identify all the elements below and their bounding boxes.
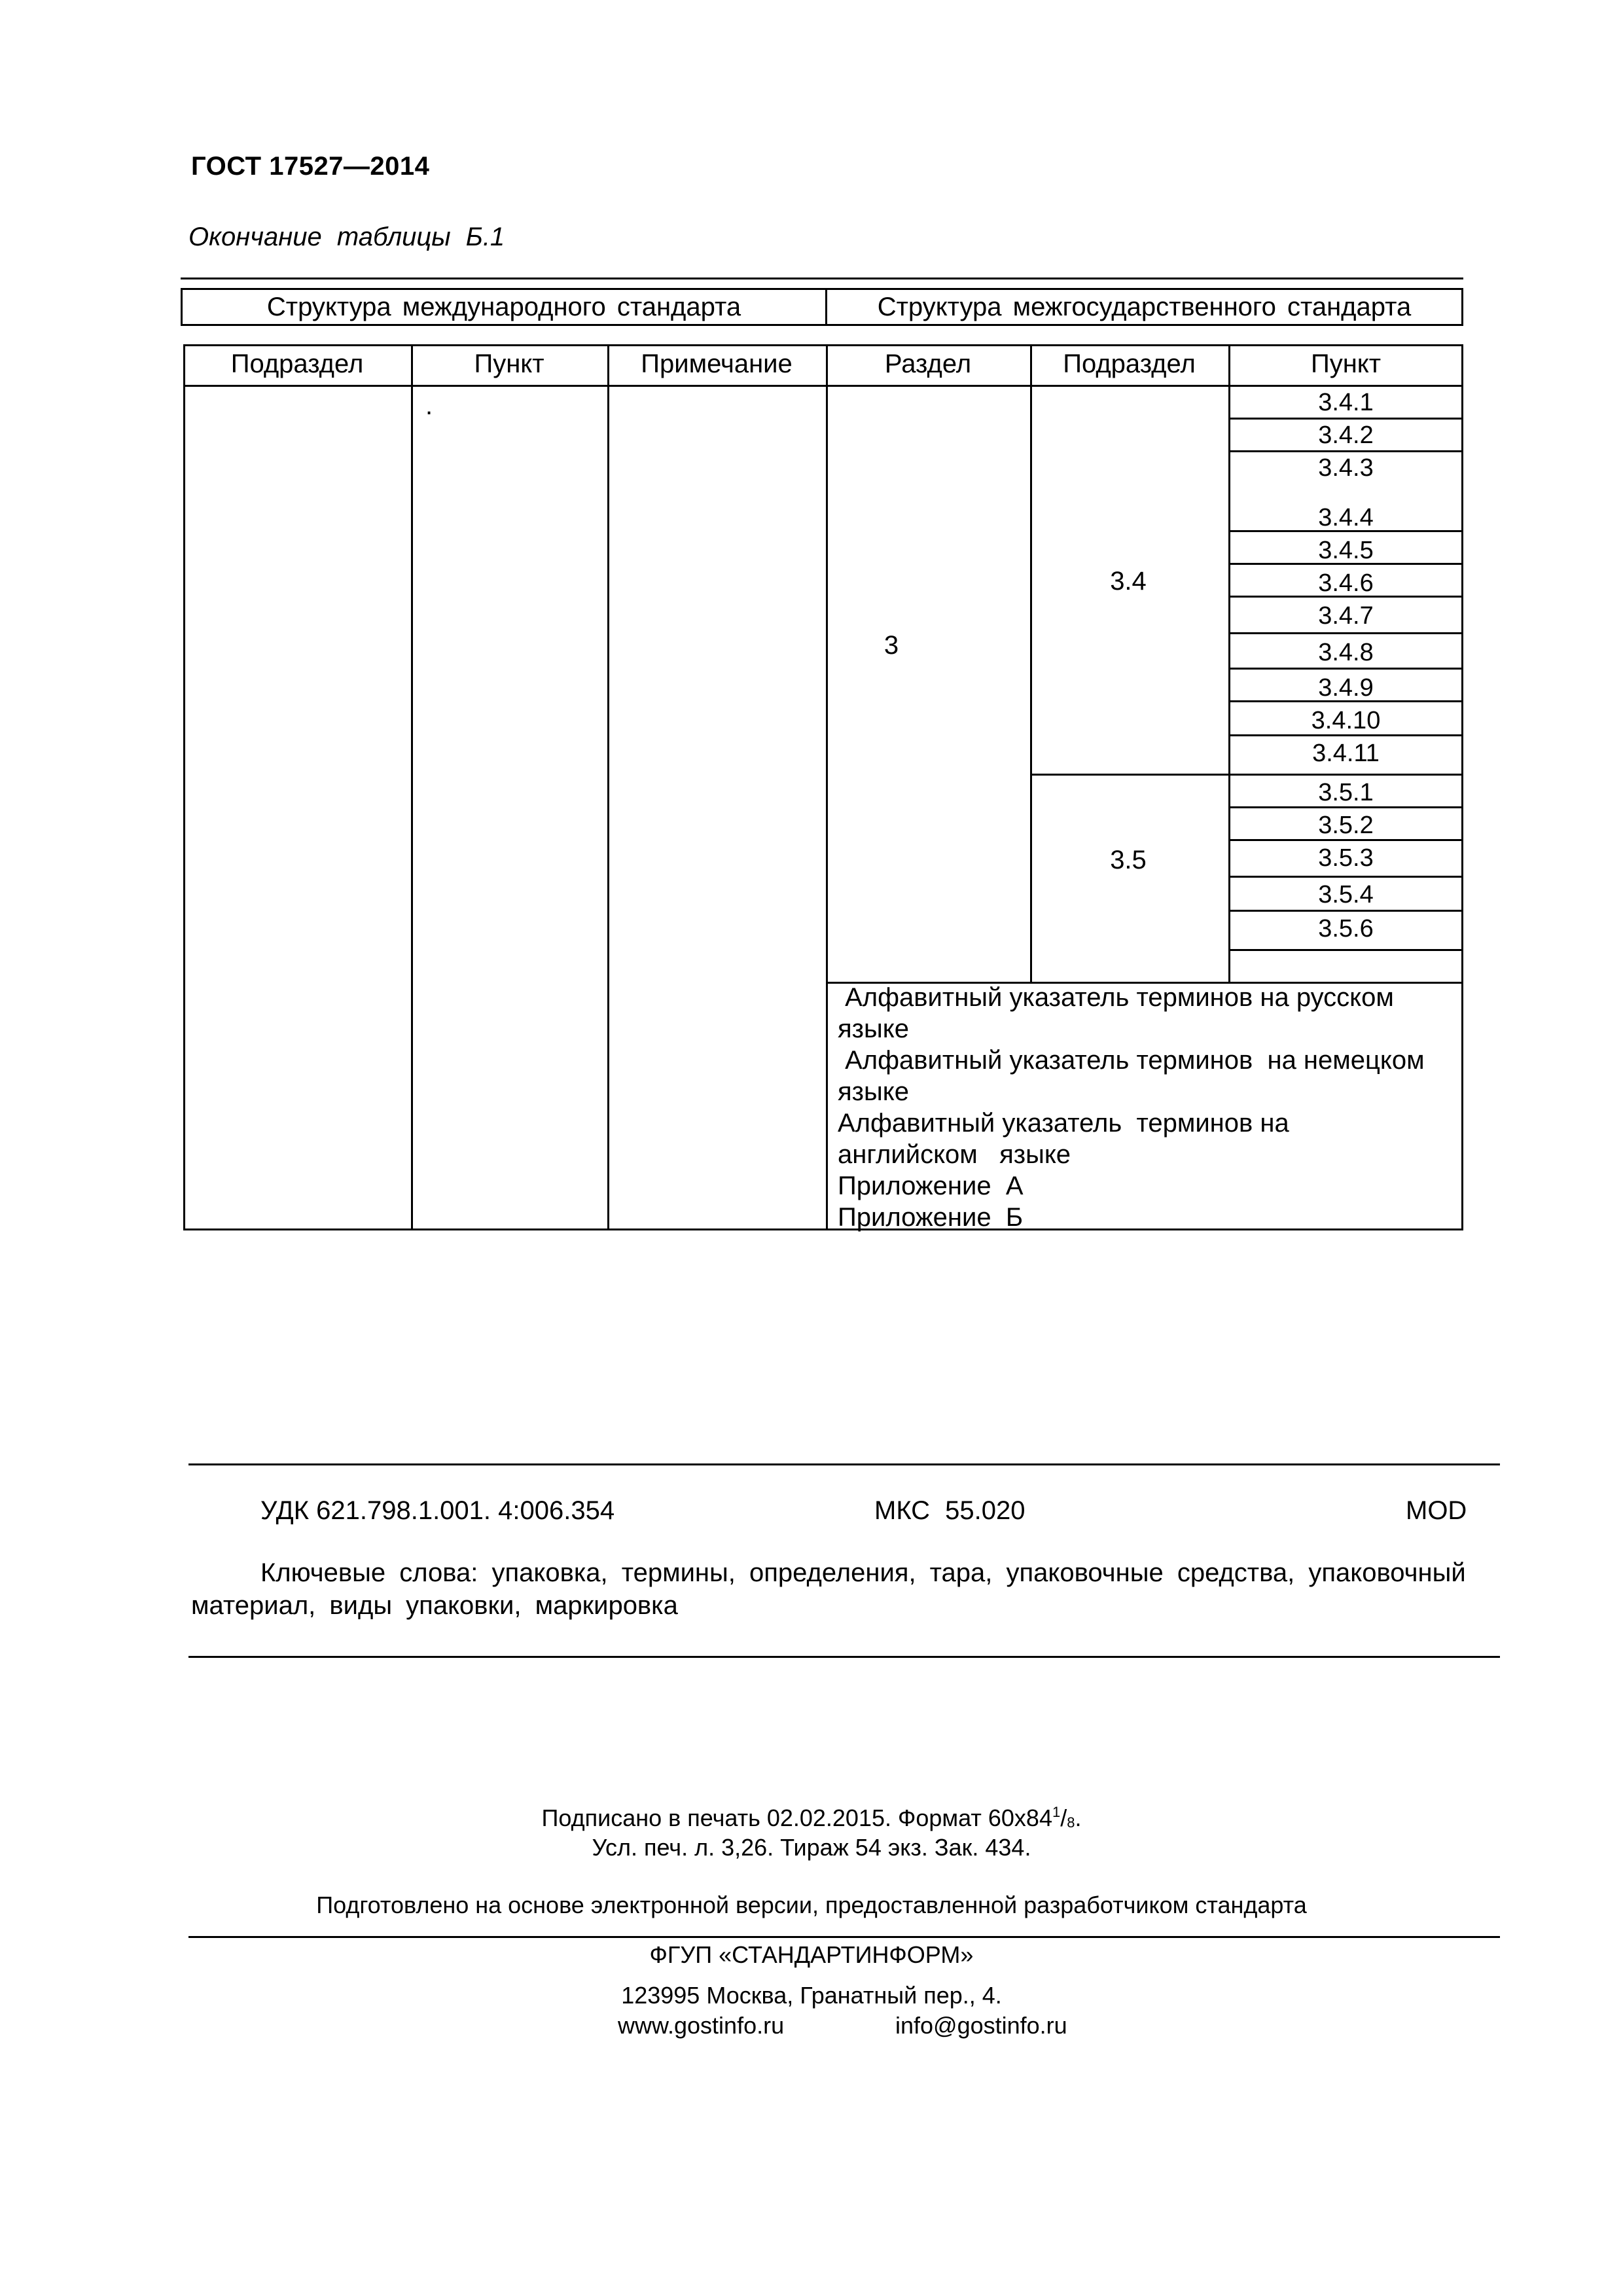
signed-info: Подписано в печать 02.02.2015. Формат $60x84^1/_8$. [541, 1804, 1082, 1831]
keywords: Ключевые слова: упаковка, термины, определения, тара, упаковочные средства, упаковочный материал, виды упаковки, маркировка [191, 1558, 1466, 1620]
print-info: Усл. печ. л. 3,26. Тираж 54 экз. Зак. 434. [592, 1834, 1031, 1861]
row-line [1228, 418, 1463, 420]
divider [188, 1656, 1500, 1658]
email-link[interactable]: info@gostinfo.ru [895, 2012, 1067, 2039]
row-line [1228, 450, 1463, 452]
clause-3-5-3: 3.5.3 [1318, 844, 1374, 872]
format-denominator: 8 [1067, 1814, 1075, 1831]
col-header-subsection: Подраздел [230, 350, 364, 378]
clause-3-4-3: 3.4.3 [1318, 454, 1374, 482]
structure-header [181, 288, 1463, 326]
notes-line: языке [838, 1014, 909, 1043]
format-numerator: 1 [1052, 1804, 1061, 1820]
clause-3-5-4: 3.5.4 [1318, 881, 1374, 908]
col-header-note: Примечание [641, 350, 793, 378]
clause-3-4-9: 3.4.9 [1318, 674, 1374, 702]
notes-line: Алфавитный указатель терминов на [838, 1109, 1289, 1138]
notes-line: Приложение А [838, 1172, 1024, 1200]
notes-line: Алфавитный указатель терминов на немецком [838, 1046, 1425, 1075]
subsection-separator [1030, 774, 1463, 776]
row-line [1228, 910, 1463, 912]
column-line [607, 344, 609, 1230]
divider [188, 1463, 1500, 1465]
notes-block [838, 982, 1459, 1233]
table-continuation-caption: Окончание таблицы Б.1 [188, 223, 505, 251]
mod-label: MOD [1406, 1496, 1467, 1525]
divider [181, 278, 1463, 279]
clause-3-4-1: 3.4.1 [1318, 389, 1374, 416]
clause-3-5-1: 3.5.1 [1318, 779, 1374, 806]
correspondence-table [183, 344, 1463, 1230]
document-id: ГОСТ 17527—2014 [191, 152, 430, 181]
clause-3-4-4: 3.4.4 [1318, 504, 1374, 531]
clause-3-5-6: 3.5.6 [1318, 915, 1374, 942]
column-line [1030, 344, 1032, 982]
notes-line: Приложение Б [838, 1203, 1024, 1232]
column-line [411, 344, 413, 1230]
col-header-interstate-subsection: Подраздел [1063, 350, 1196, 378]
subsection-3-4: 3.4 [1110, 567, 1147, 596]
clause-3-4-6: 3.4.6 [1318, 569, 1374, 597]
clause-3-4-11: 3.4.11 [1312, 740, 1380, 767]
clause-3-4-2: 3.4.2 [1318, 422, 1374, 449]
notes-line: Алфавитный указатель терминов на русском [838, 983, 1394, 1012]
udk-code: УДК 621.798.1.001. 4:006.354 [260, 1496, 615, 1525]
signed-text: Подписано в печать 02.02.2015. Формат 60x84 [541, 1804, 1052, 1831]
clause-3-5-2: 3.5.2 [1318, 812, 1374, 839]
notes-line: английском языке [838, 1140, 1071, 1169]
mks-code: МКС 55.020 [874, 1496, 1026, 1525]
publisher: ФГУП «СТАНДАРТИНФОРМ» [649, 1941, 974, 1968]
row-line [1228, 668, 1463, 670]
format-end: . [1075, 1804, 1082, 1831]
divider [188, 1936, 1500, 1938]
row-line [1228, 632, 1463, 634]
section-number: 3 [883, 631, 899, 660]
column-line [826, 344, 828, 1230]
international-structure-label: Структура международного стандарта [183, 290, 827, 324]
clause-3-4-8: 3.4.8 [1318, 639, 1374, 666]
header-row-line [183, 385, 1463, 387]
clause-3-4-10: 3.4.10 [1311, 707, 1381, 734]
row-line [1228, 949, 1463, 951]
prepared-note: Подготовлено на основе электронной версии, предоставленной разработчиком стандарта [316, 1892, 1307, 1918]
address: 123995 Москва, Гранатный пер., 4. [621, 1982, 1002, 2009]
col-header-interstate-clause: Пункт [1310, 350, 1382, 378]
col-header-section: Раздел [884, 350, 972, 378]
row-line [1228, 876, 1463, 878]
intl-clause-mark: . [425, 391, 433, 420]
subsection-3-5: 3.5 [1110, 846, 1147, 874]
interstate-structure-label: Структура межгосударственного стандарта [877, 292, 1412, 321]
website-link[interactable]: www.gostinfo.ru [618, 2012, 785, 2039]
clause-3-4-5: 3.4.5 [1318, 537, 1374, 564]
notes-line: языке [838, 1077, 909, 1106]
col-header-clause: Пункт [474, 350, 544, 378]
clause-3-4-7: 3.4.7 [1318, 602, 1374, 630]
